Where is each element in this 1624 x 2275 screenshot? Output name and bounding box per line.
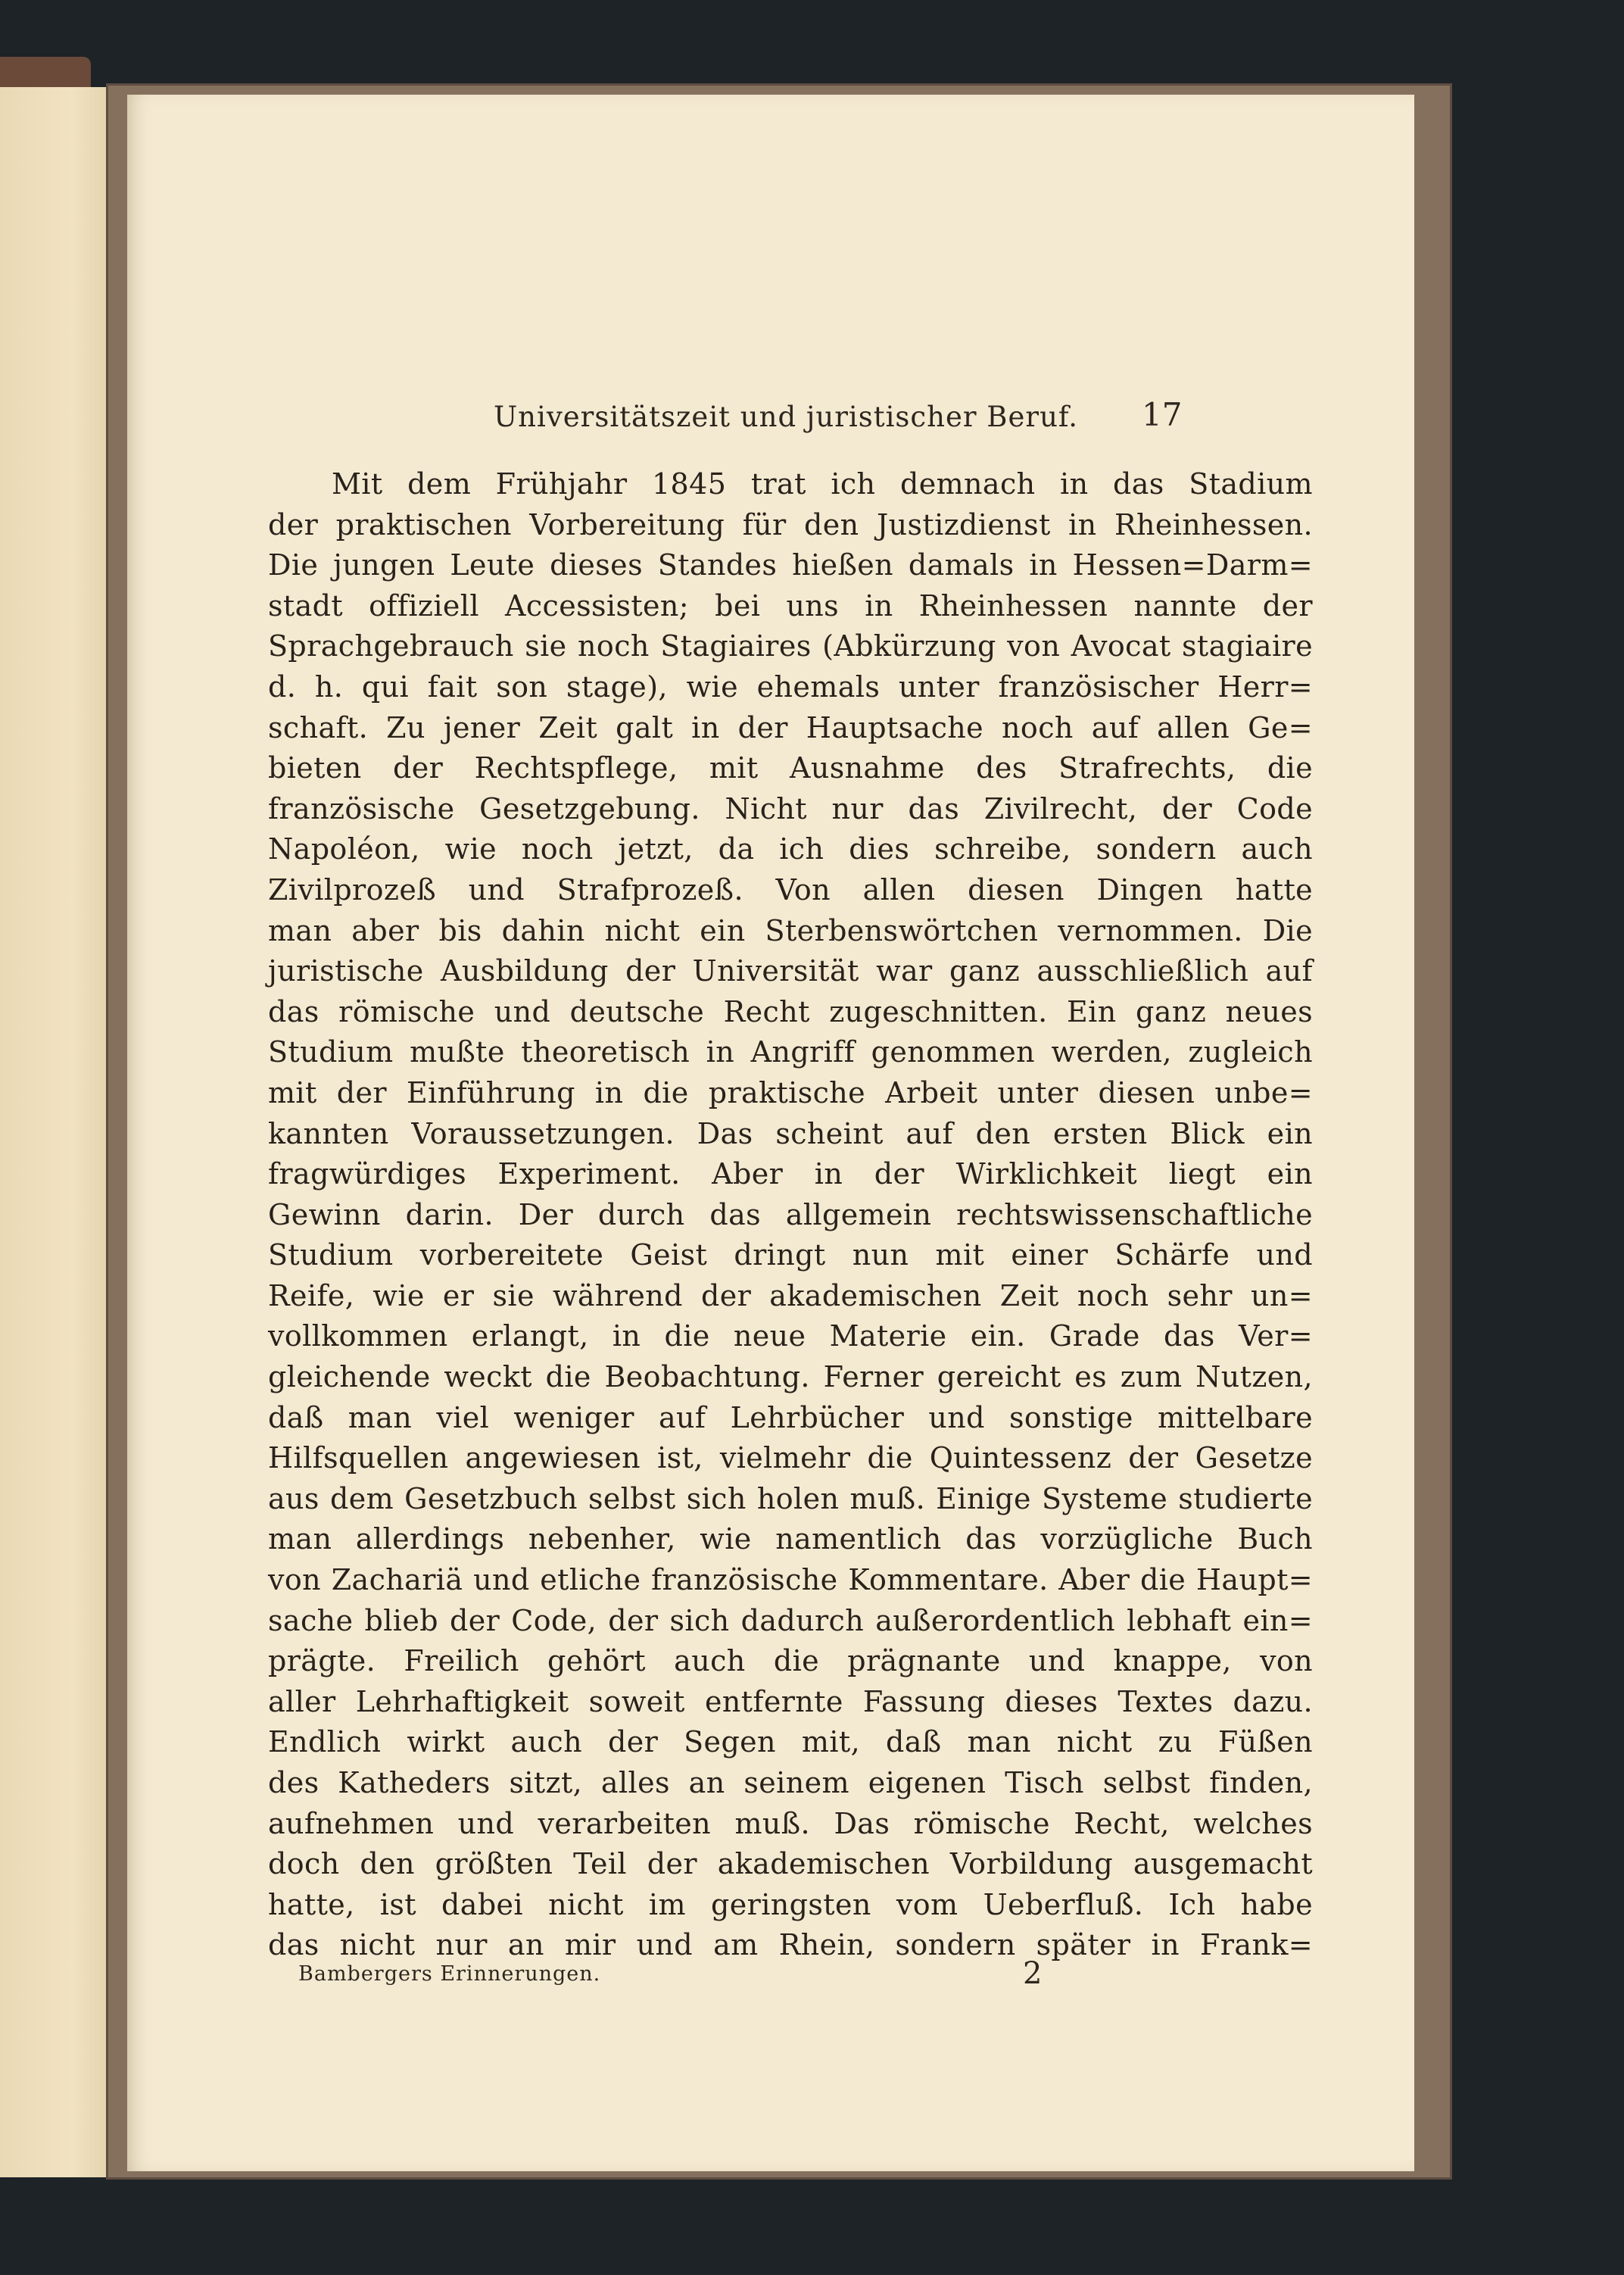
text-line: aus dem Gesetzbuch selbst sich holen muß. Einige Systeme studierte xyxy=(268,1481,1313,1515)
text-line: man aber bis dahin nicht ein Sterbenswörtchen vernommen. Die xyxy=(268,913,1313,947)
text-line: französische Gesetzgebung. Nicht nur das Zivilrecht, der Code xyxy=(268,791,1313,825)
book-page xyxy=(127,95,1414,2171)
signature-line: Bambergers Erinnerungen. xyxy=(298,1962,601,1986)
text-line: Sprachgebrauch sie noch Stagiaires (Abkürzung von Avocat stagiaire xyxy=(268,629,1313,663)
running-head-title: Universitätszeit und juristischer Beruf. xyxy=(494,401,1079,433)
text-line: sache blieb der Code, der sich dadurch außerordentlich lebhaft ein= xyxy=(268,1603,1313,1637)
text-line: fragwürdiges Experiment. Aber in der Wirklichkeit liegt ein xyxy=(268,1157,1313,1191)
text-line: aufnehmen und verarbeiten muß. Das römische Recht, welches xyxy=(268,1806,1313,1840)
text-line: juristische Ausbildung der Universität war ganz ausschließlich auf xyxy=(268,954,1313,988)
text-line: Die jungen Leute dieses Standes hießen damals in Hessen=Darm= xyxy=(268,548,1313,582)
text-line: Hilfsquellen angewiesen ist, vielmehr die Quintessenz der Gesetze xyxy=(268,1441,1313,1475)
body-text xyxy=(268,464,1313,1966)
running-head xyxy=(127,396,1414,442)
text-line: Gewinn darin. Der durch das allgemein rechtswissenschaftliche xyxy=(268,1197,1313,1231)
text-line: schaft. Zu jener Zeit galt in der Hauptsache noch auf allen Ge= xyxy=(268,710,1313,744)
text-line: bieten der Rechtspflege, mit Ausnahme des Strafrechts, die xyxy=(268,751,1313,785)
text-line: stadt offiziell Accessisten; bei uns in Rheinhessen nannte der xyxy=(268,588,1313,623)
text-line: man allerdings nebenher, wie namentlich das vorzügliche Buch xyxy=(268,1522,1313,1556)
page-number: 17 xyxy=(1142,396,1183,433)
text-line: das römische und deutsche Recht zugeschnitten. Ein ganz neues xyxy=(268,994,1313,1028)
text-line: doch den größten Teil der akademischen Vorbildung ausgemacht xyxy=(268,1847,1313,1881)
text-line: der praktischen Vorbereitung für den Justizdienst in Rheinhessen. xyxy=(268,507,1313,541)
text-line: das nicht nur an mir und am Rhein, sondern später in Frank= xyxy=(268,1928,1313,1962)
text-line: hatte, ist dabei nicht im geringsten vom Ueberfluß. Ich habe xyxy=(268,1887,1313,1921)
text-line: Endlich wirkt auch der Segen mit, daß man nicht zu Füßen xyxy=(268,1725,1313,1759)
text-line: kannten Voraussetzungen. Das scheint auf den ersten Blick ein xyxy=(268,1116,1313,1150)
text-line: Napoléon, wie noch jetzt, da ich dies schreibe, sondern auch xyxy=(268,832,1313,866)
signature-number: 2 xyxy=(1023,1956,1043,1991)
text-line: von Zachariä und etliche französische Kommentare. Aber die Haupt= xyxy=(268,1563,1313,1597)
text-line: Studium mußte theoretisch in Angriff genommen werden, zugleich xyxy=(268,1035,1313,1069)
text-line: d. h. qui fait son stage), wie ehemals unter französischer Herr= xyxy=(268,669,1313,704)
text-line: daß man viel weniger auf Lehrbücher und sonstige mittelbare xyxy=(268,1400,1313,1434)
page-footer xyxy=(127,1956,1414,1994)
text-line: mit der Einführung in die praktische Arbeit unter diesen unbe= xyxy=(268,1075,1313,1109)
text-line: aller Lehrhaftigkeit soweit entfernte Fassung dieses Textes dazu. xyxy=(268,1684,1313,1718)
text-line: gleichende weckt die Beobachtung. Ferner gereicht es zum Nutzen, xyxy=(268,1360,1313,1394)
text-line: Reife, wie er sie während der akademischen Zeit noch sehr un= xyxy=(268,1278,1313,1312)
text-line: Mit dem Frühjahr 1845 trat ich demnach in das Stadium xyxy=(332,467,1313,501)
text-line: des Katheders sitzt, alles an seinem eigenen Tisch selbst finden, xyxy=(268,1766,1313,1799)
text-line: Studium vorbereitete Geist dringt nun mit einer Schärfe und xyxy=(268,1238,1313,1272)
text-line: prägte. Freilich gehört auch die prägnante und knappe, von xyxy=(268,1644,1313,1678)
text-line: vollkommen erlangt, in die neue Materie ein. Grade das Ver= xyxy=(268,1319,1313,1353)
left-page-edge xyxy=(0,87,122,2177)
text-line: Zivilprozeß und Strafprozeß. Von allen diesen Dingen hatte xyxy=(268,872,1313,907)
